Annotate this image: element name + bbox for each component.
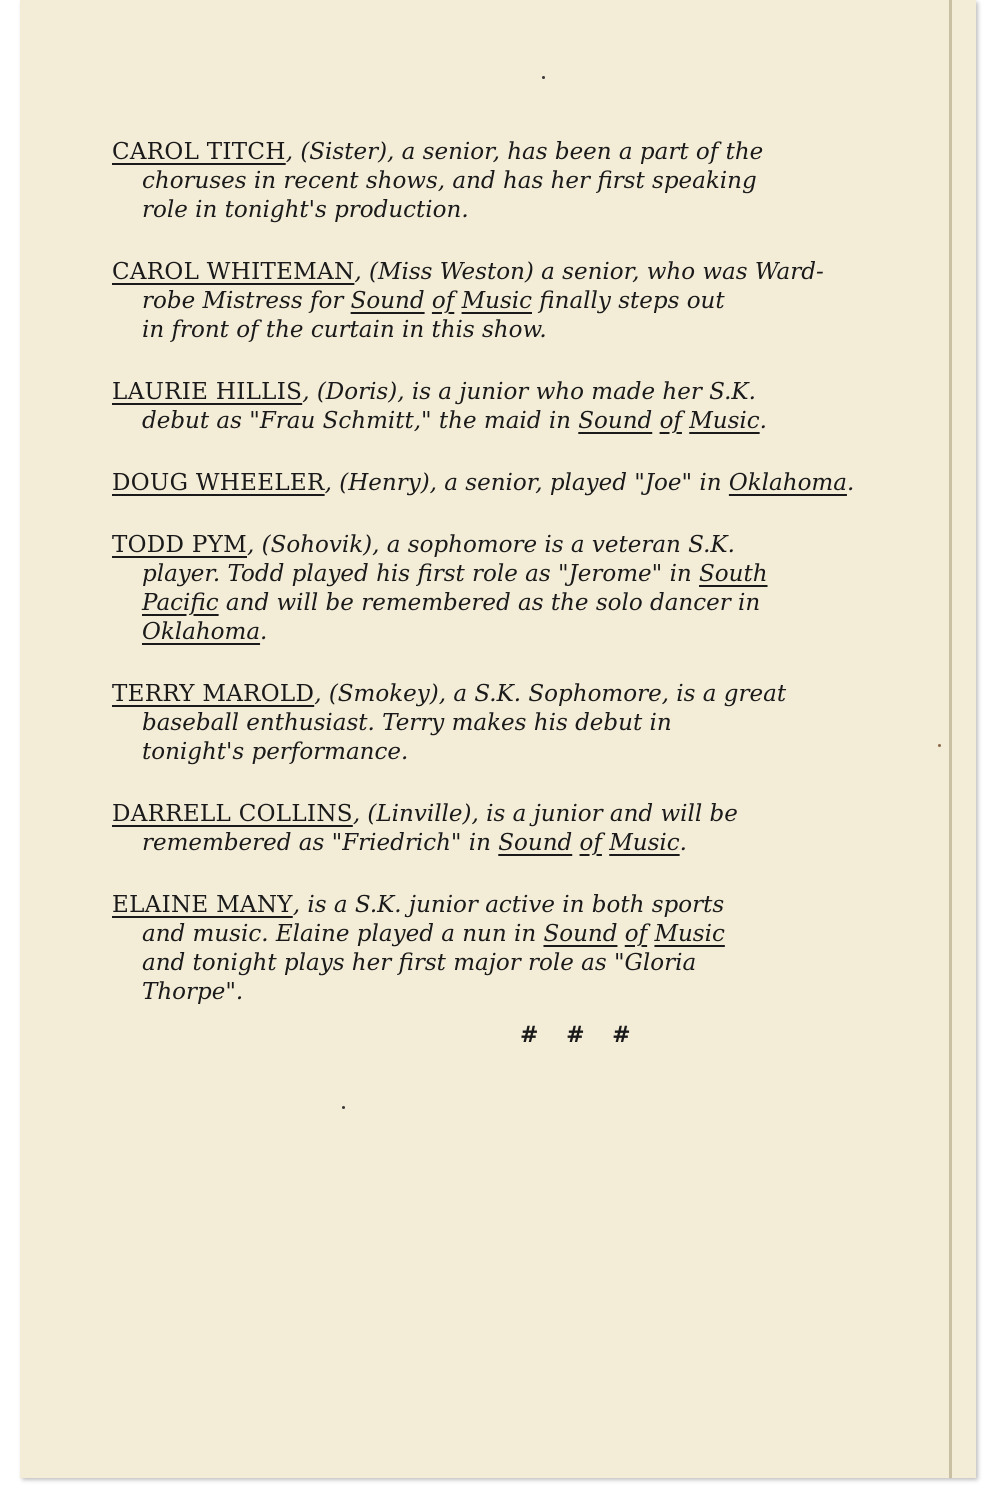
entry-continuation-line [112, 920, 952, 949]
cast-entry [112, 378, 952, 436]
entry-continuation-line [112, 738, 952, 767]
cast-member-name: TODD PYM [112, 532, 247, 558]
underlined-title-word: of [579, 830, 602, 856]
entry-first-line [112, 258, 952, 287]
underlined-title-word: Sound [498, 830, 573, 856]
entry-text: baseball enthusiast. Terry makes his debut in [142, 710, 672, 736]
entry-first-line [112, 138, 952, 167]
underlined-title-word: of [659, 408, 682, 434]
end-mark: # # # [520, 1022, 641, 1048]
entry-text: debut as "Frau Schmitt," the maid in [142, 408, 579, 434]
entry-continuation-line [112, 196, 952, 225]
underlined-title-word: Music [609, 830, 680, 856]
cast-member-name: TERRY MAROLD [112, 681, 315, 707]
entry-text: . [846, 470, 855, 496]
entry-text: in front of the curtain in this show. [142, 317, 547, 343]
entry-first-line [112, 469, 952, 498]
cast-member-name: DOUG WHEELER [112, 470, 325, 496]
entry-continuation-line [112, 978, 952, 1007]
entry-first-line [112, 531, 952, 560]
underlined-title-word: Pacific [142, 590, 219, 616]
entry-text: Thorpe". [142, 979, 244, 1005]
cast-member-name: LAURIE HILLIS [112, 379, 303, 405]
underlined-title-word: Sound [578, 408, 653, 434]
entry-text: tonight's performance. [142, 739, 409, 765]
paper-speck [342, 1106, 345, 1109]
entry-text: . [679, 830, 687, 856]
entry-text [454, 288, 461, 314]
cast-entry [112, 531, 952, 647]
cast-member-name: DARRELL COLLINS [112, 801, 353, 827]
entry-text [572, 830, 579, 856]
entry-first-line [112, 800, 952, 829]
entry-text: , (Miss Weston) a senior, who was Ward- [354, 259, 824, 285]
entry-text: and music. Elaine played a nun in [142, 921, 544, 947]
underlined-title-word: Music [461, 288, 532, 314]
underlined-title-word: of [431, 288, 455, 314]
entry-text: , (Sister), a senior, has been a part of the [285, 139, 764, 165]
entry-text: , (Linville), is a junior and will be [352, 801, 738, 827]
entry-continuation-line [112, 618, 952, 647]
entry-text: , (Sohovik), a sophomore is a veteran S.K. [247, 532, 735, 558]
entry-first-line [112, 378, 952, 407]
entry-text: , (Doris), is a junior who made her S.K. [302, 379, 756, 405]
entry-text: choruses in recent shows, and has her first speaking [142, 168, 757, 194]
entry-text: , (Smokey), a S.K. Sophomore, is a great [314, 681, 787, 707]
underlined-title-word: Oklahoma [142, 619, 261, 645]
entry-continuation-line [112, 949, 952, 978]
entry-text: . [759, 408, 767, 434]
entry-continuation-line [112, 407, 952, 436]
cast-member-name: CAROL TITCH [112, 139, 286, 165]
entry-continuation-line [112, 709, 952, 738]
underlined-title-word: of [624, 921, 648, 947]
entry-text [617, 921, 624, 947]
underlined-title-word: Music [654, 921, 725, 947]
entry-text: robe Mistress for [142, 288, 351, 314]
entry-text: , is a S.K. junior active in both sports [292, 892, 725, 918]
entry-continuation-line [112, 287, 952, 316]
entry-text: and tonight plays her first major role as "Gloria [142, 950, 697, 976]
cast-entry [112, 138, 952, 225]
entry-continuation-line [112, 589, 952, 618]
cast-entry [112, 800, 952, 858]
cast-member-name: CAROL WHITEMAN [112, 259, 355, 285]
entry-continuation-line [112, 316, 952, 345]
entry-text: player. Todd played his first role as "Jerome" in [142, 561, 700, 587]
entry-first-line [112, 891, 952, 920]
cast-member-name: ELAINE MANY [112, 892, 293, 918]
entry-text: role in tonight's production. [142, 197, 469, 223]
cast-biographies [112, 138, 952, 1040]
entry-continuation-line [112, 829, 952, 858]
entry-text: remembered as "Friedrich" in [142, 830, 499, 856]
cast-entry [112, 469, 952, 498]
cast-entry [112, 680, 952, 767]
paper-speck [542, 76, 545, 79]
underlined-title-word: Oklahoma [728, 470, 847, 496]
underlined-title-word: Sound [543, 921, 618, 947]
entry-text [425, 288, 432, 314]
entry-first-line [112, 680, 952, 709]
underlined-title-word: Sound [350, 288, 425, 314]
entry-text: and will be remembered as the solo dancer in [218, 590, 761, 616]
entry-text [652, 408, 659, 434]
entry-continuation-line [112, 167, 952, 196]
entry-text: finally steps out [532, 288, 725, 314]
entry-text: . [260, 619, 268, 645]
cast-entry [112, 258, 952, 345]
underlined-title-word: Music [689, 408, 760, 434]
entry-text: , (Henry), a senior, played "Joe" in [324, 470, 729, 496]
cast-entry [112, 891, 952, 1007]
entry-continuation-line [112, 560, 952, 589]
underlined-title-word: South [699, 561, 768, 587]
